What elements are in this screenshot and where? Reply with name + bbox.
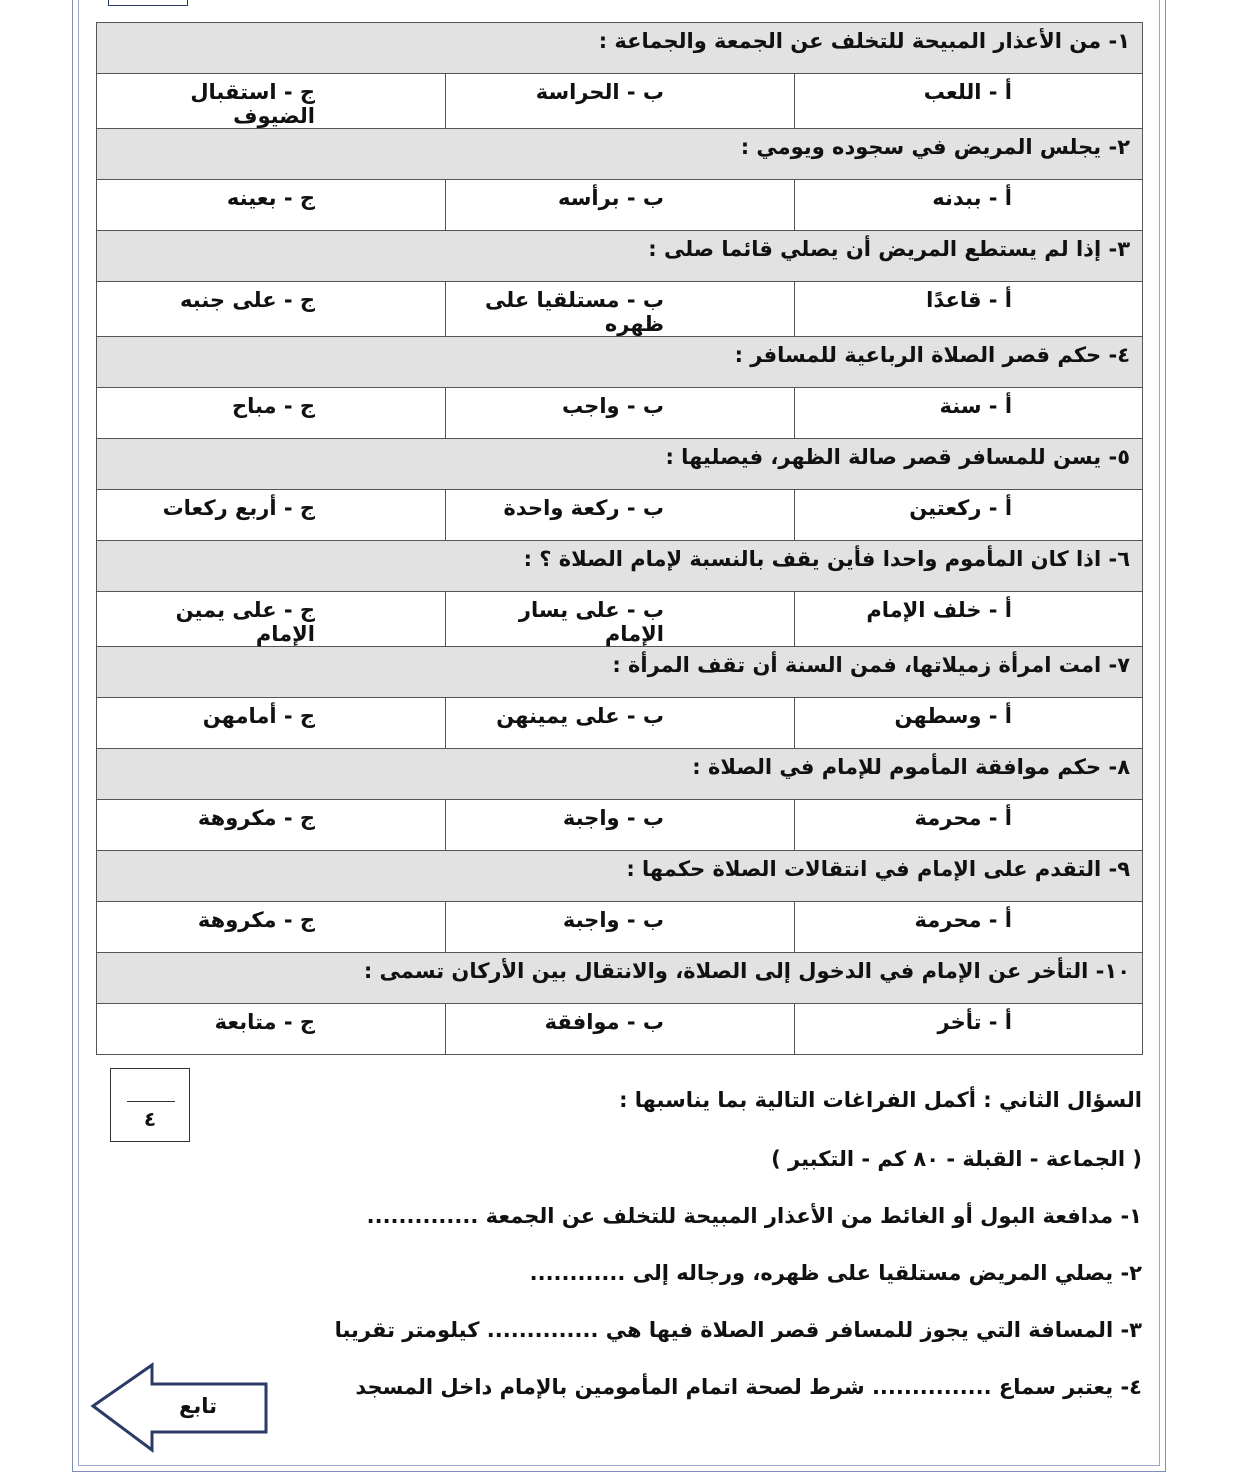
option-c[interactable]: ج - على يمين الإمام [97,592,446,647]
option-b[interactable]: ب - على يسار الإمام [446,592,795,647]
option-c[interactable]: ج - مباح [97,388,446,439]
question-row [97,647,1143,698]
question-text: ١٠- التأخر عن الإمام في الدخول إلى الصلاة، والانتقال بين الأركان تسمى : [97,953,1143,1004]
option-b[interactable]: ب - برأسه [446,180,795,231]
question-row [97,851,1143,902]
option-c[interactable]: ج - متابعة [97,1004,446,1055]
fill-item-1: ١- مدافعة البول أو الغائط من الأعذار المبيحة للتخلف عن الجمعة .............. [366,1204,1142,1228]
option-c[interactable]: ج - على جنبه [97,282,446,337]
options-row [97,180,1143,231]
question-text: ١- من الأعذار المبيحة للتخلف عن الجمعة والجماعة : [97,23,1143,74]
option-a[interactable]: أ - اللعب [795,74,1143,129]
option-b[interactable]: ب - على يمينهن [446,698,795,749]
fill-item-3: ٣- المسافة التي يجوز للمسافر قصر الصلاة فيها هي .............. كيلومتر تقريبا [334,1318,1142,1342]
question-row [97,749,1143,800]
options-row [97,74,1143,129]
options-row [97,592,1143,647]
options-row [97,902,1143,953]
option-a[interactable]: أ - ببدنه [795,180,1143,231]
option-b[interactable]: ب - الحراسة [446,74,795,129]
option-b[interactable]: ب - واجبة [446,902,795,953]
question-text: ٦- اذا كان المأموم واحدا فأين يقف بالنسبة لإمام الصلاة ؟ : [97,541,1143,592]
question-row [97,953,1143,1004]
option-a[interactable]: أ - قاعدًا [795,282,1143,337]
question-text: ٤- حكم قصر الصلاة الرباعية للمسافر : [97,337,1143,388]
question-row [97,129,1143,180]
option-a[interactable]: أ - ركعتين [795,490,1143,541]
option-c[interactable]: ج - بعينه [97,180,446,231]
mcq-table [96,22,1143,1055]
option-a[interactable]: أ - وسطهن [795,698,1143,749]
top-box [108,0,188,6]
question-text: ٩- التقدم على الإمام في انتقالات الصلاة حكمها : [97,851,1143,902]
option-a[interactable]: أ - تأخر [795,1004,1143,1055]
question-row [97,541,1143,592]
question-text: ٢- يجلس المريض في سجوده ويومي : [97,129,1143,180]
fill-item-4: ٤- يعتبر سماع ............... شرط لصحة اتمام المأمومين بالإمام داخل المسجد [355,1375,1142,1399]
section2-title: السؤال الثاني : أكمل الفراغات التالية بما يناسبها : [619,1088,1142,1112]
question-text: ٧- امت امرأة زميلاتها، فمن السنة أن تقف المرأة : [97,647,1143,698]
option-c[interactable]: ج - مكروهة [97,902,446,953]
score-box [110,1068,190,1142]
option-a[interactable]: أ - محرمة [795,902,1143,953]
option-a[interactable]: أ - سنة [795,388,1143,439]
options-row [97,698,1143,749]
question-text: ٨- حكم موافقة المأموم للإمام في الصلاة : [97,749,1143,800]
word-bank: ( الجماعة - القبلة - ٨٠ كم - التكبير ) [771,1147,1142,1171]
option-c[interactable]: ج - أمامهن [97,698,446,749]
score-line [127,1101,175,1102]
options-row [97,388,1143,439]
option-b[interactable]: ب - موافقة [446,1004,795,1055]
option-b[interactable]: ب - واجب [446,388,795,439]
option-b[interactable]: ب - ركعة واحدة [446,490,795,541]
options-row [97,1004,1143,1055]
option-b[interactable]: ب - واجبة [446,800,795,851]
option-a[interactable]: أ - خلف الإمام [795,592,1143,647]
option-c[interactable]: ج - مكروهة [97,800,446,851]
next-label[interactable]: تابع [178,1394,217,1418]
question-text: ٣- إذا لم يستطع المريض أن يصلي قائما صلى : [97,231,1143,282]
question-row [97,439,1143,490]
options-row [97,282,1143,337]
option-c[interactable]: ج - استقبال الضيوف [97,74,446,129]
options-row [97,800,1143,851]
question-row [97,231,1143,282]
question-row [97,23,1143,74]
question-text: ٥- يسن للمسافر قصر صالة الظهر، فيصليها : [97,439,1143,490]
question-row [97,337,1143,388]
option-b[interactable]: ب - مستلقيا على ظهره [446,282,795,337]
fill-item-2: ٢- يصلي المريض مستلقيا على ظهره، ورجاله إلى ............ [529,1261,1142,1285]
options-row [97,490,1143,541]
option-c[interactable]: ج - أربع ركعات [97,490,446,541]
option-a[interactable]: أ - محرمة [795,800,1143,851]
score-mark: ٤ [143,1107,157,1131]
